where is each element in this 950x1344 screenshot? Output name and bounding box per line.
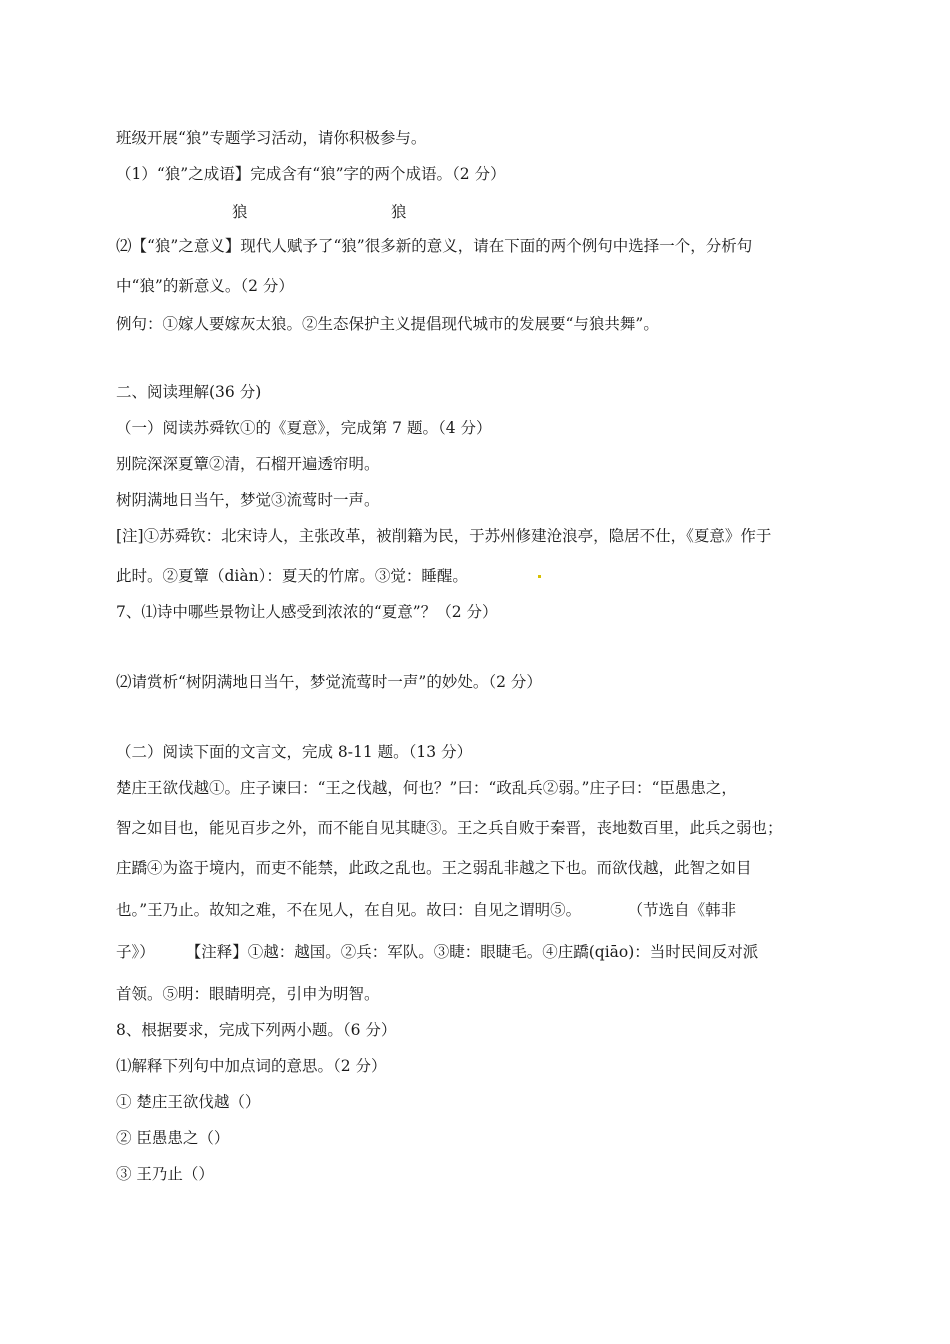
section-heading: （二）阅读下面的文言文，完成 8-11 题。（13 分） [116,743,473,761]
text-line: [注]①苏舜钦：北宋诗人，主张改革，被削籍为民，于苏州修建沧浪亭，隐居不仕，《夏意》作于 [116,527,772,545]
answer-item: ① 楚庄王欲伐越（） [116,1093,261,1111]
text-line: 例句：①嫁人要嫁灰太狼。②生态保护主义提倡现代城市的发展要“与狼共舞”。 [116,315,659,333]
text-line: 此时。②夏簟（diàn）：夏天的竹席。③觉：睡醒。 [116,567,468,585]
answer-item: ② 臣愚患之（） [116,1129,230,1147]
text-line: 首领。⑤明：眼睛明亮，引申为明智。 [116,985,380,1003]
text-line: 中“狼”的新意义。（2 分） [116,277,294,295]
poem-line: 别院深深夏簟②清，石榴开遍透帘明。 [116,455,380,473]
text-line: ⑵【“狼”之意义】现代人赋予了“狼”很多新的意义，请在下面的两个例句中选择一个，分析句 [116,237,753,255]
text-line: 子》） 【注释】①越：越国。②兵：军队。③睫：眼睫毛。④庄蹻(qiāo)：当时民间反对派 [116,943,759,961]
text-line: 也。”王乃止。故知之难，不在见人，在自见。故曰：自见之谓明⑤。 （节选自《韩非 [116,901,737,919]
idiom-blank-1: 狼 [232,203,248,221]
text-line: （一）阅读苏舜钦①的《夏意》，完成第 7 题。（4 分） [116,419,492,437]
section-heading: 二、阅读理解(36 分) [116,383,262,401]
text-line: （1）“狼”之成语】完成含有“狼”字的两个成语。（2 分） [116,165,506,183]
answer-item: ③ 王乃止（） [116,1165,214,1183]
question-line: 7、⑴诗中哪些景物让人感受到浓浓的“夏意”？（2 分） [116,603,498,621]
text-line: 楚庄王欲伐越①。庄子谏曰：“王之伐越，何也？”曰：“政乱兵②弱。”庄子曰：“臣愚患之， [116,779,737,797]
text-line: 庄蹻④为盗于境内，而吏不能禁，此政之乱也。王之弱乱非越之下也。而欲伐越，此智之如目 [116,859,752,877]
question-line: 8、根据要求，完成下列两小题。（6 分） [116,1021,397,1039]
text-line: 班级开展“狼”专题学习活动，请你积极参与。 [116,129,427,147]
question-line: ⑵请赏析“树阴满地日当午，梦觉流莺时一声”的妙处。（2 分） [116,673,542,691]
question-line: ⑴解释下列句中加点词的意思。（2 分） [116,1057,387,1075]
text-line: 智之如目也，能见百步之外，而不能自见其睫③。王之兵自败于秦晋，丧地数百里，此兵之弱也； [116,819,783,837]
stray-mark [538,575,541,578]
idiom-blank-2: 狼 [391,203,407,221]
poem-line: 树阴满地日当午，梦觉③流莺时一声。 [116,491,380,509]
